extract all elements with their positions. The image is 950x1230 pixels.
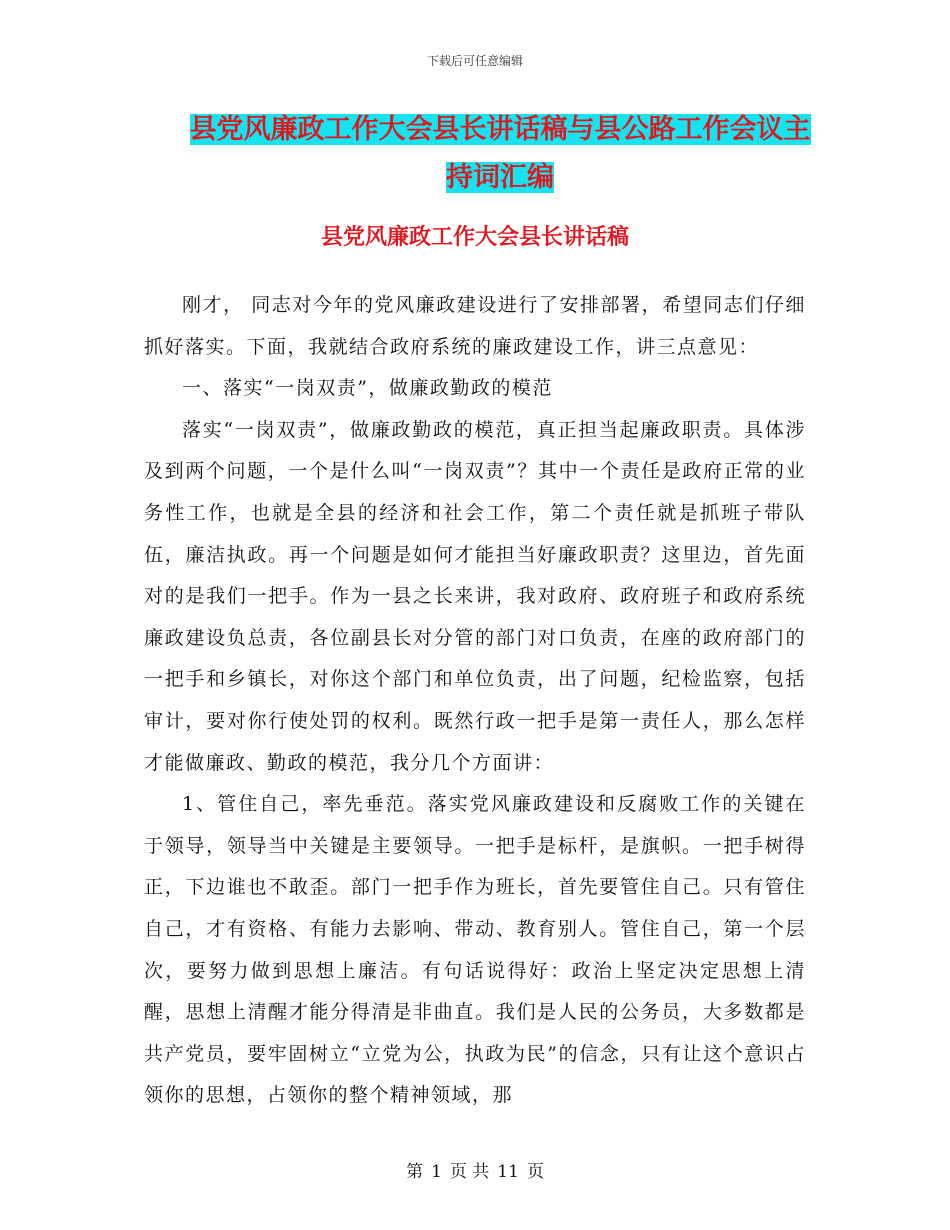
footer-prefix: 第 [406, 1162, 424, 1182]
paragraph-2: 一、落实“一岗双责”，做廉政勤政的模范 [182, 377, 553, 400]
footer-middle: 页 共 [449, 1162, 490, 1182]
main-title-text: 县党风廉政工作大会县长讲话稿与县公路工作会议主持词汇编 [189, 114, 811, 193]
paragraph-3: 落实“一岗双责”，做廉政勤政的模范，真正担当起廉政职责。具体涉及到两个问题，一个是什么叫“一岗双责”？其中一个责任是政府正常的业务性工作，也就是全县的经济和社会工作，第二个责任就是抓班子带队伍，廉洁执政。再一个问题是如何才能担当好廉政职责？这里边，首先面对的是我们一把手。作为一县之长来讲，我对政府、政府班子和政府系统廉政建设负总责，各位副县长对分管的部门对口负责，在座的政府部门的一把手和乡镇长，对你这个部门和单位负责，出了问题，纪检监察，包括审计，要对你行使处罚的权利。既然行政一把手是第一责任人，那么怎样才能做廉政、勤政的模范，我分几个方面讲： [144, 418, 806, 774]
main-title [180, 106, 820, 202]
page-footer [0, 1157, 950, 1182]
header-note: 下载后可任意编辑 [426, 54, 523, 68]
body-text [144, 285, 806, 1117]
paragraph-1: 刚才， 同志对今年的党风廉政建设进行了安排部署，希望同志们仔细抓好落实。下面，我就结合政府系统的廉政建设工作，讲三点意见： [144, 294, 806, 358]
paragraph-4: 1、管住自己，率先垂范。落实党风廉政建设和反腐败工作的关键在于领导，领导当中关键是主要领导。一把手是标杆，是旗帜。一把手树得正，下边谁也不敢歪。部门一把手作为班长，首先要管住自己。只有管住自己，才有资格、有能力去影响、带动、教育别人。管住自己，第一个层次，要努力做到思想上廉洁。有句话说得好：政治上坚定决定思想上清醒，思想上清醒才能分得清是非曲直。我们是人民的公务员，大多数都是共产党员，要牢固树立“立党为公，执政为民”的信念，只有让这个意识占领你的思想，占领你的整个精神领域，那 [144, 793, 806, 1107]
sub-title: 县党风廉政工作大会县长讲话稿 [320, 224, 629, 250]
footer-suffix: 页 [526, 1162, 544, 1182]
footer-page-number: 1 [431, 1162, 442, 1182]
footer-total-pages: 11 [497, 1162, 519, 1182]
